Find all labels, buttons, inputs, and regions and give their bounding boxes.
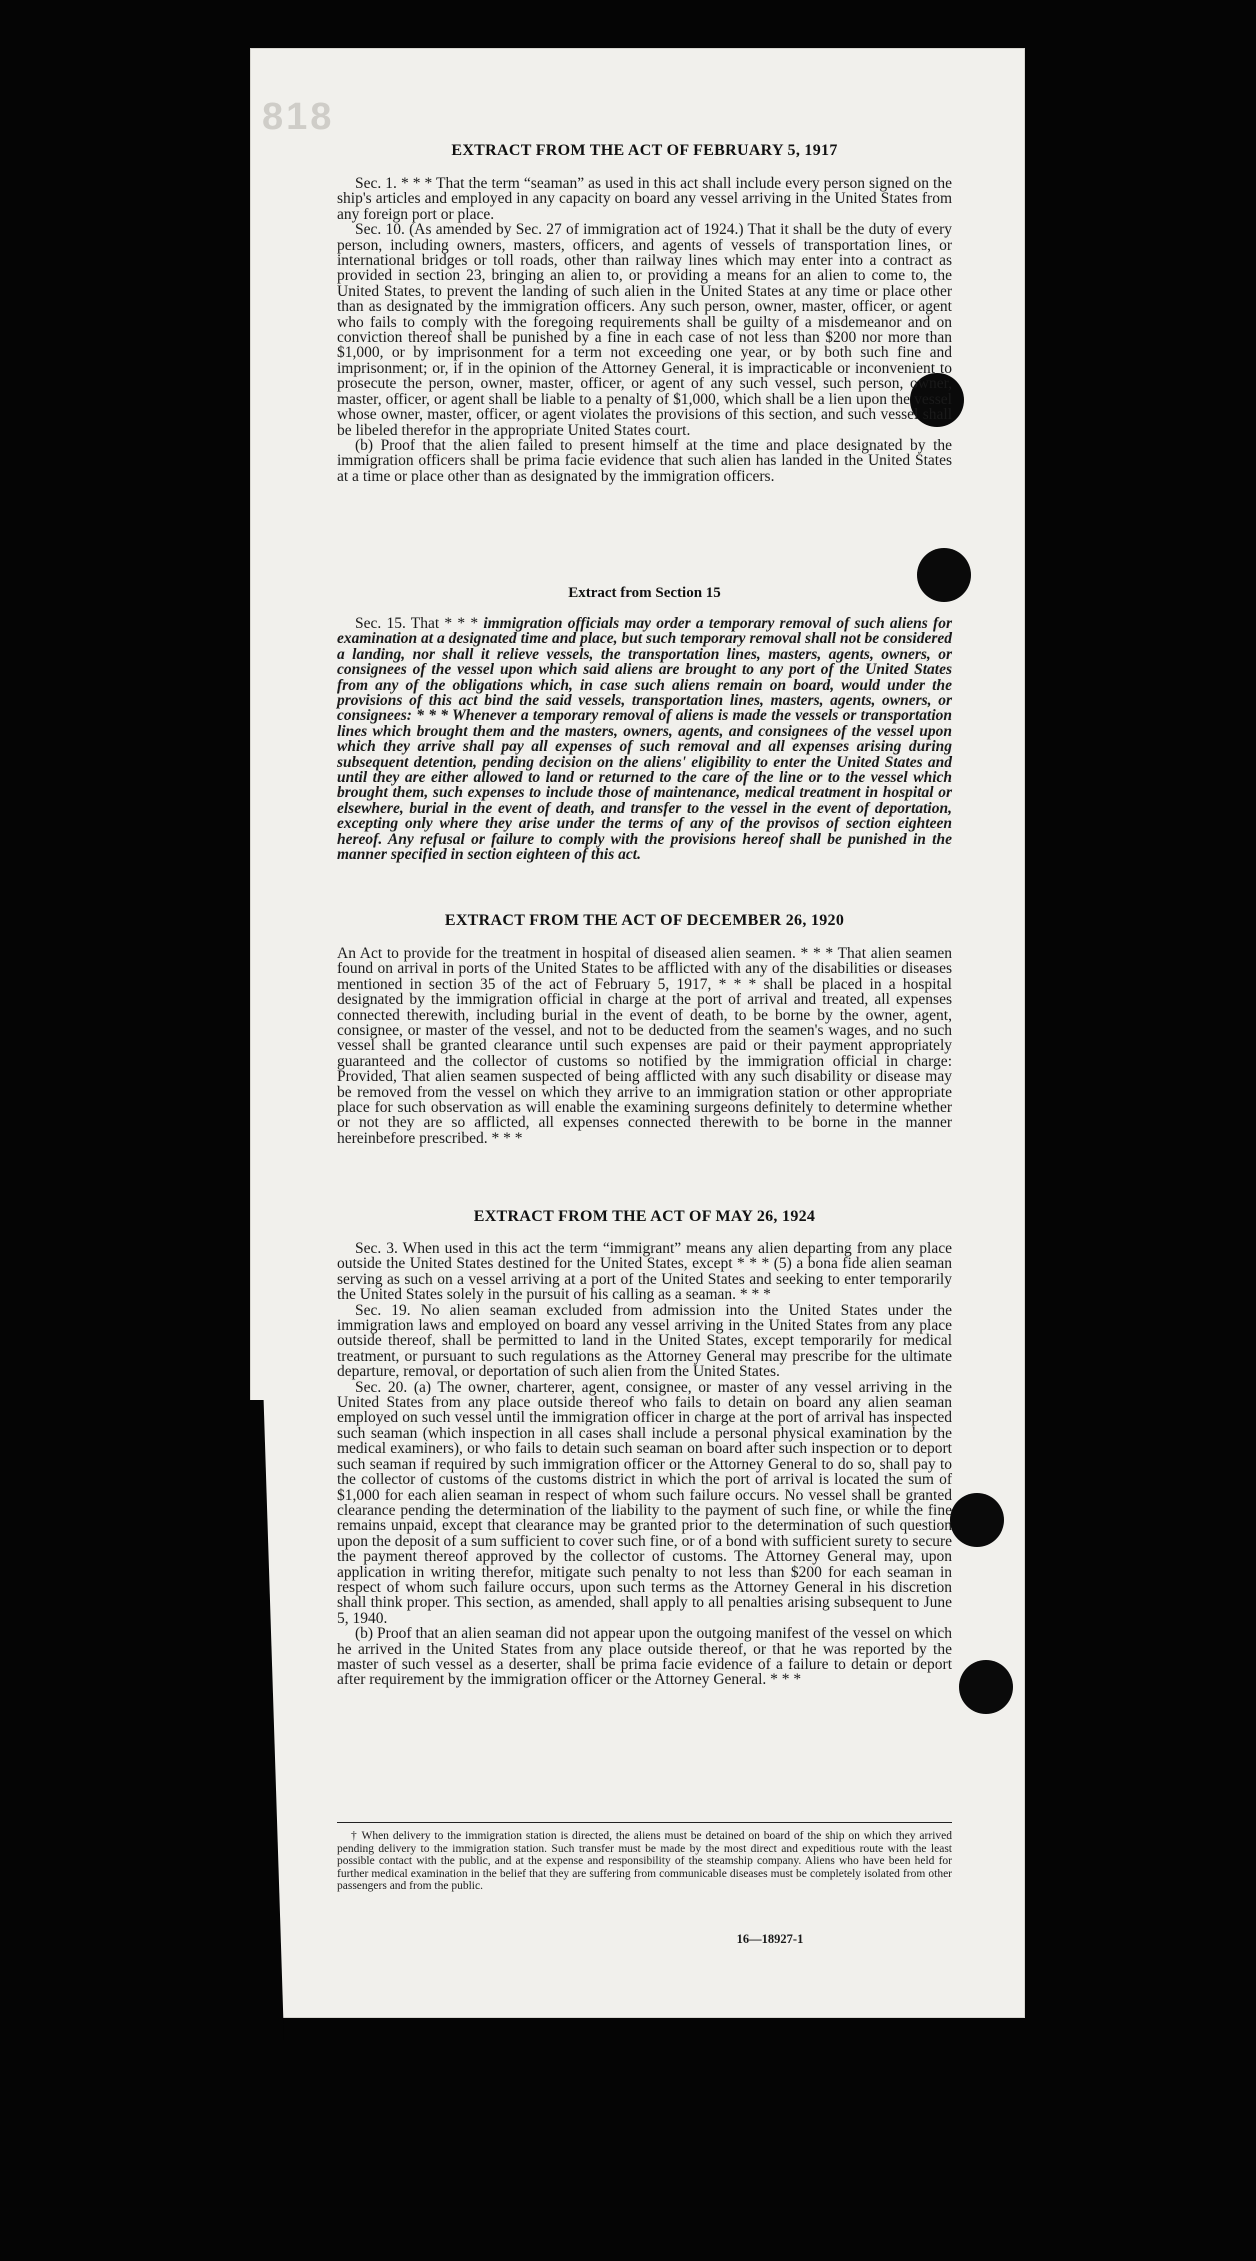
paragraph-sec15: [337, 616, 952, 863]
paragraph-sec20a: Sec. 20. (a) The owner, charterer, agent, consignee, or master of any vessel arriving in the United States from any place outside thereof who fails to detain on board any alien seaman employed on such vessel until the immigration officer in charge at the port of arrival has inspected such seaman (which inspection in all cases shall include a personal physical examination by the medical examiners), or who fails to detain such seaman on board after such inspection or to deport such seaman if required by such immigration officer or the Attorney General to do so, shall pay to the collector of customs of the customs district in which the port of arrival is located the sum of $1,000 for each alien seaman in respect of whom such failure occurs. No vessel shall be granted clearance pending the determination of the liability to the payment of such fine, or while the fine remains unpaid, except that clearance may be granted prior to the determination of such question upon the deposit of a sum sufficient to cover such fine, or of a bond with sufficient surety to secure the payment thereof approved by the collector of customs. The Attorney General may, upon application in writing therefor, mitigate such penalty to not less than $200 for each seaman in respect of whom such failure occurs, upon such terms as the Attorney General in his discretion shall think proper. This section, as amended, shall apply to all penalties arising subsequent to June 5, 1940.: [337, 1378, 952, 1627]
paragraph-1920: An Act to provide for the treatment in hospital of diseased alien seamen. * * * That alien seamen found on arrival in ports of the United States to be afflicted with any of the disabilities or diseases mentioned in section 35 of the act of February 5, 1917, * * * shall be placed in a hospital designated by the immigration official in charge at the port of arrival and treated, all expenses connected therewith, including burial in the event of death, to be borne by the owner, agent, consignee, or master of the vessel, and not to be deducted from the seamen's wages, and no such vessel shall be granted clearance until such expenses are paid or their payment appropriately guaranteed and the collector of customs so notified by the immigration official in charge: Provided, That alien seamen suspected of being afflicted with any such disability or disease may be removed from the vessel on which they arrive to an immigration station or other appropriate place for such observation as will enable the examining surgeons definitely to determine whether or not they are so afflicted, all expenses connected therewith to be borne in the manner hereinbefore prescribed. * * *: [337, 945, 952, 1147]
paragraph-sec15-lead: Sec. 15. That * * *: [355, 615, 479, 632]
section-1917-body: [337, 176, 952, 484]
paragraph-sec3: Sec. 3. When used in this act the term “immigrant” means any alien departing from any place outside the United States destined for the United States, except * * * (5) a bona fide alien seaman serving as such on a vessel arriving at a port of the United States and seeking to enter temporarily the United States solely in the pursuit of his calling as a seaman. * * *: [337, 1240, 952, 1304]
subheading-section-15: Extract from Section 15: [568, 585, 721, 601]
faded-stamp: 818: [262, 96, 335, 138]
footnote-divider: [337, 1822, 952, 1823]
heading-act-1920: EXTRACT FROM THE ACT OF DECEMBER 26, 1920: [444, 912, 845, 929]
paragraph-sec1: Sec. 1. * * * That the term “seaman” as used in this act shall include every person signed on the ship's articles and employed in any capacity on board any vessel arriving in the United States from any foreign port or place.: [337, 175, 952, 223]
footnote: † When delivery to the immigration station is directed, the aliens must be detained on board of the ship on which they arrived pending delivery to the immigration station. Such transfer must be made by the most direct and expeditious route with the least possible contact with the public, and at the expense and responsibility of the steamship company. Aliens who have been held for further medical examination in the belief that they are suffering from communicable diseases must be completely isolated from other passengers and from the public.: [337, 1830, 952, 1893]
paragraph-sec10-b: (b) Proof that the alien failed to present himself at the time and place designated by the immigration officers shall be prima facie evidence that such alien has landed in the United States at a time or place other than as designated by the immigration officers.: [337, 436, 952, 485]
paragraph-sec15-italic: immigration officials may order a temporary removal of such aliens for examination at a designated time and place, but such temporary removal shall not be considered a landing, nor shall it relieve vessels, the transportation lines, masters, agents, owners, or consignees of the vessel upon which said aliens are brought to any port of the United States from any of the obligations which, in case such aliens remain on board, would under the provisions of this act bind the said vessels, transportation lines, masters, agents, owners, or consignees: * * * Whenever a temporary removal of aliens is made the vessels or transportation lines which brought them and the masters, owners, agents, and consignees of the vessel upon which they arrive shall pay all expenses of such removal and all expenses arising during subsequent detention, pending decision on the aliens' eligibility to enter the United States and until they are either allowed to land or returned to the care of the line or to the vessel which brought them, such expenses to include those of maintenance, medical treatment in hospital or elsewhere, burial in the event of death, and transfer to the vessel in the event of deportation, excepting only where they arise under the terms of any of the provisos of section eighteen hereof. Any refusal or failure to comply with the provisions hereof shall be punished in the manner specified in section eighteen of this act.: [337, 615, 952, 864]
heading-act-1917: EXTRACT FROM THE ACT OF FEBRUARY 5, 1917: [451, 142, 838, 159]
punch-hole-3: [950, 1493, 1004, 1547]
section-1920-body: [337, 946, 952, 1146]
heading-act-1924: EXTRACT FROM THE ACT OF MAY 26, 1924: [473, 1208, 816, 1225]
paragraph-sec10: Sec. 10. (As amended by Sec. 27 of immigration act of 1924.) That it shall be the duty of every person, including owners, masters, officers, and agents of vessels of transportation lines, or international bridges or toll roads, other than railway lines which may enter into a contract as provided in section 23, bringing an alien to, or providing a means for an alien to come to, the United States, to prevent the landing of such alien in the United States at any time or place other than as designated by the immigration officers. Any such person, owner, master, officer, or agent who fails to comply with the foregoing requirements shall be guilty of a misdemeanor and on conviction thereof shall be punished by a fine in each case of not less than $200 nor more than $1,000, or by imprisonment for a term not exceeding one year, or by both such fine and imprisonment; or, if in the opinion of the Attorney General, it is impracticable or inconvenient to prosecute the person, owner, master, officer, or agent of any such vessel, such person, owner, master, officer, or agent shall be liable to a penalty of $1,000, which shall be a lien upon the vessel whose owner, master, officer, or agent violates the provisions of this section, and such vessel shall be libeled therefor in the appropriate United States court.: [337, 221, 952, 439]
punch-hole-4: [959, 1660, 1013, 1714]
form-number: 16—18927-1: [736, 1932, 804, 1946]
paragraph-sec19: Sec. 19. No alien seaman excluded from admission into the United States under the immigration laws and employed on board any vessel arriving in the United States from any place outside thereof, shall be permitted to land in the United States, except temporarily for medical treatment, or pursuant to such regulations as the Attorney General may prescribe for the ultimate departure, removal, or deportation of such alien from the United States.: [337, 1301, 952, 1381]
section-1924-body: [337, 1241, 952, 1688]
paragraph-sec20b: (b) Proof that an alien seaman did not appear upon the outgoing manifest of the vessel on which he arrived in the United States from any place outside thereof, or that he was reported by the master of such vessel as a deserter, shall be prima facie evidence of a failure to detain or deport after requirement by the immigration officer or the Attorney General. * * *: [337, 1625, 952, 1689]
section-15-body: [337, 616, 952, 863]
